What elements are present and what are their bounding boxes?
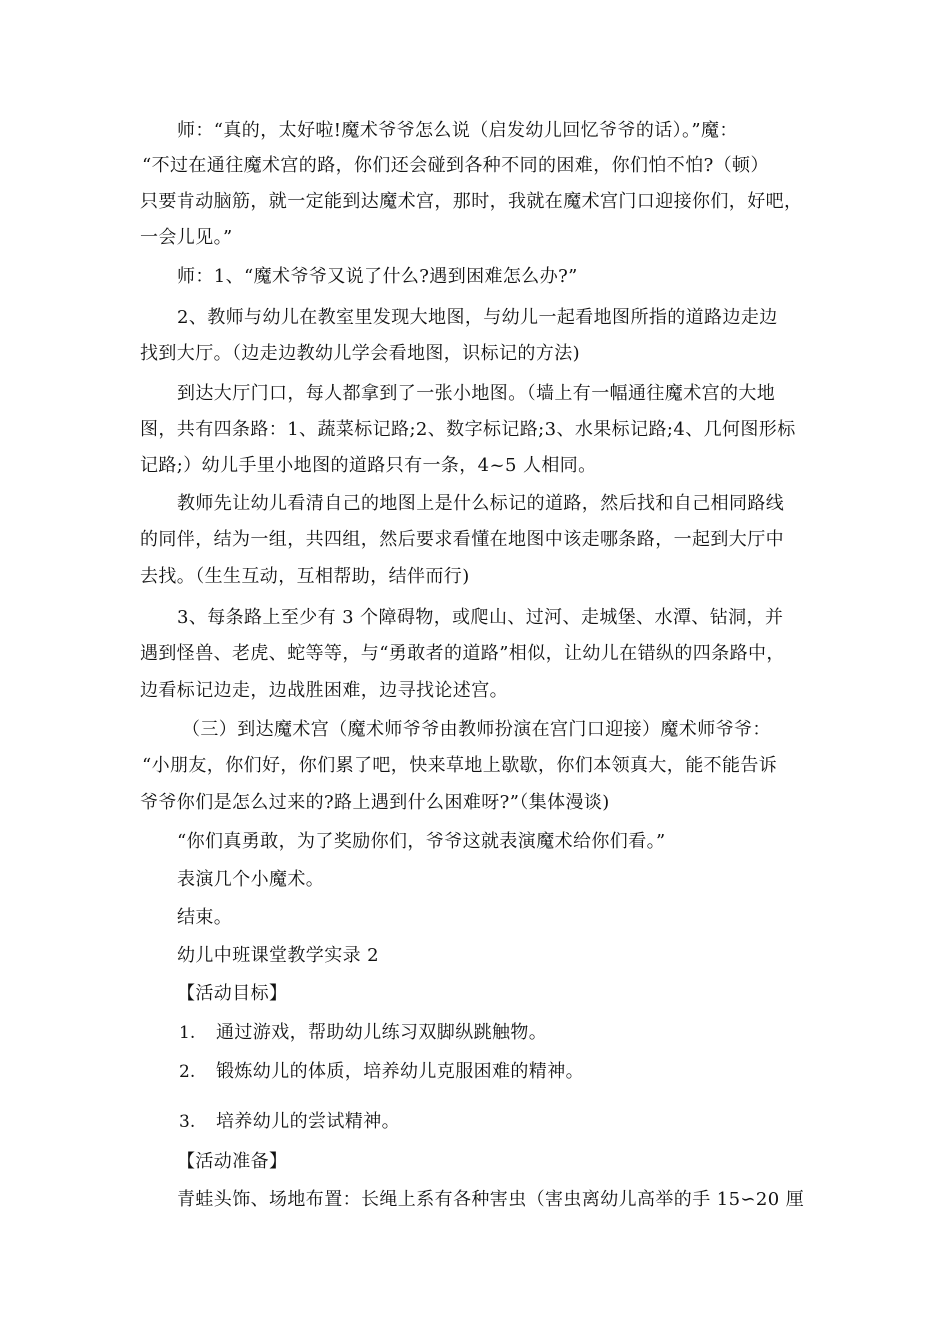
section-heading-goals: 【活动目标】 (177, 983, 288, 1004)
section-title: 幼儿中班课堂教学实录 2 (177, 945, 379, 966)
paragraph-line: 到达大厅门口，每人都拿到了一张小地图。（墙上有一幅通往魔术宫的大地 (177, 383, 776, 404)
paragraph-line: 图，共有四条路：1、蔬菜标记路;2、数字标记路;3、水果标记路;4、几何图形标 (140, 419, 796, 440)
paragraph-line: 师：1、“魔术爷爷又说了什么?遇到困难怎么办?” (177, 266, 578, 287)
paragraph-line: 的同伴，结为一组，共四组，然后要求看懂在地图中该走哪条路，一起到大厅中 (140, 529, 784, 550)
paragraph-line: 3、每条路上至少有 3 个障碍物，或爬山、过河、走城堡、水潭、钻洞，并 (177, 607, 784, 628)
list-item-text: 培养幼儿的尝试精神。 (216, 1111, 400, 1132)
paragraph-line: 2、教师与幼儿在教室里发现大地图，与幼儿一起看地图所指的道路边走边 (177, 307, 778, 328)
paragraph-line: 记路;）幼儿手里小地图的道路只有一条，4~5 人相同。 (140, 455, 597, 476)
paragraph-line: 师：“真的，太好啦!魔术爷爷怎么说（启发幼儿回忆爷爷的话）。”魔： (177, 120, 738, 141)
paragraph-line: 一会儿见。” (140, 227, 233, 248)
paragraph-line: “你们真勇敢，为了奖励你们，爷爷这就表演魔术给你们看。” (177, 831, 666, 852)
list-item-text: 锻炼幼儿的体质，培养幼儿克服困难的精神。 (216, 1061, 584, 1082)
paragraph-line: 边看标记边走，边战胜困难，边寻找论述宫。 (140, 680, 508, 701)
paragraph-line: 教师先让幼儿看清自己的地图上是什么标记的道路，然后找和自己相同路线 (177, 493, 785, 514)
section-heading-preparation: 【活动准备】 (177, 1151, 288, 1172)
list-number: 2. (179, 1062, 196, 1082)
paragraph-line: 遇到怪兽、老虎、蛇等等，与“勇敢者的道路”相似，让幼儿在错纵的四条路中， (140, 643, 785, 664)
paragraph-line: 表演几个小魔术。 (177, 869, 325, 890)
paragraph-line: “不过在通往魔术宫的路，你们还会碰到各种不同的困难，你们怕不怕?（顿） (142, 155, 769, 176)
paragraph-line: 只要肯动脑筋，就一定能到达魔术宫，那时，我就在魔术宫门口迎接你们，好吧， (140, 191, 803, 212)
paragraph-line: “小朋友，你们好，你们累了吧，快来草地上歇歇，你们本领真大，能不能告诉 (142, 755, 778, 776)
paragraph-line: 青蛙头饰、场地布置：长绳上系有各种害虫（害虫离幼儿高举的手 15∽20 厘 (177, 1189, 805, 1210)
paragraph-line: 找到大厅。（边走边教幼儿学会看地图，识标记的方法) (140, 343, 581, 364)
paragraph-line: 爷爷你们是怎么过来的?路上遇到什么困难呀?”（集体漫谈) (140, 792, 610, 813)
list-item-text: 通过游戏，帮助幼儿练习双脚纵跳触物。 (216, 1022, 548, 1043)
paragraph-line: （三）到达魔术宫（魔术师爷爷由教师扮演在宫门口迎接）魔术师爷爷： (182, 719, 771, 740)
paragraph-line: 去找。（生生互动，互相帮助，结伴而行) (140, 566, 470, 587)
list-number: 3. (179, 1112, 196, 1132)
list-number: 1. (179, 1023, 196, 1043)
paragraph-line: 结束。 (177, 907, 233, 928)
